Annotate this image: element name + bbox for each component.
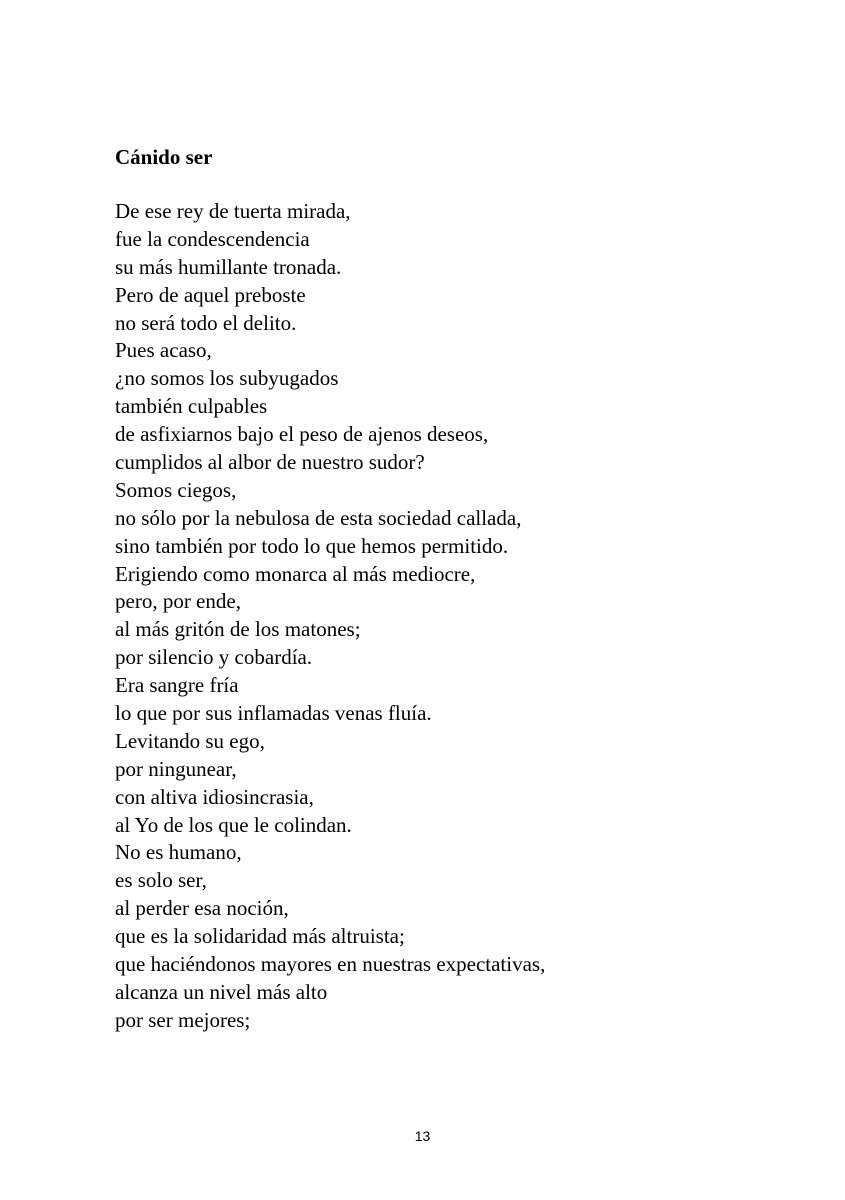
poem-line: No es humano, [115, 840, 242, 865]
poem-line: Pero de aquel preboste [115, 282, 306, 307]
poem-line: al Yo de los que le colindan. [115, 812, 352, 837]
poem-line: lo que por sus inflamadas venas fluía. [115, 701, 432, 726]
poem-line: Erigiendo como monarca al más mediocre, [115, 561, 476, 586]
poem-line: de asfixiarnos bajo el peso de ajenos deseos, [115, 422, 489, 447]
poem-line: sino también por todo lo que hemos permitido. [115, 533, 509, 558]
poem-line: al perder esa noción, [115, 896, 289, 921]
poem-line: pero, por ende, [115, 589, 241, 614]
poem-line: fue la condescendencia [115, 226, 310, 251]
poem-line: por ningunear, [115, 756, 237, 781]
poem-line: también culpables [115, 394, 268, 419]
poem-line: Somos ciegos, [115, 477, 237, 502]
poem-line: que es la solidaridad más altruista; [115, 924, 405, 949]
poem-line: que haciéndonos mayores en nuestras expectativas, [115, 952, 546, 977]
poem-line: ¿no somos los subyugados [115, 366, 339, 391]
poem-line: Pues acaso, [115, 338, 212, 363]
poem-line: por ser mejores; [115, 1007, 251, 1032]
page-number: 13 [414, 1128, 431, 1144]
poem-title: Cánido ser [115, 145, 213, 169]
poem-body [115, 198, 545, 1035]
poem-line: con altiva idiosincrasia, [115, 784, 314, 809]
poem-line: no sólo por la nebulosa de esta sociedad callada, [115, 505, 522, 530]
poem-line: al más gritón de los matones; [115, 617, 361, 642]
poem-line: alcanza un nivel más alto [115, 979, 328, 1004]
poem-line: Levitando su ego, [115, 728, 265, 753]
poem-line: cumplidos al albor de nuestro sudor? [115, 450, 425, 475]
poem-line: por silencio y cobardía. [115, 645, 313, 670]
poem-line: su más humillante tronada. [115, 254, 342, 279]
poem-line: es solo ser, [115, 868, 207, 893]
poem-line: De ese rey de tuerta mirada, [115, 199, 351, 223]
poem-line: Era sangre fría [115, 673, 239, 698]
poem-line: no será todo el delito. [115, 310, 297, 335]
